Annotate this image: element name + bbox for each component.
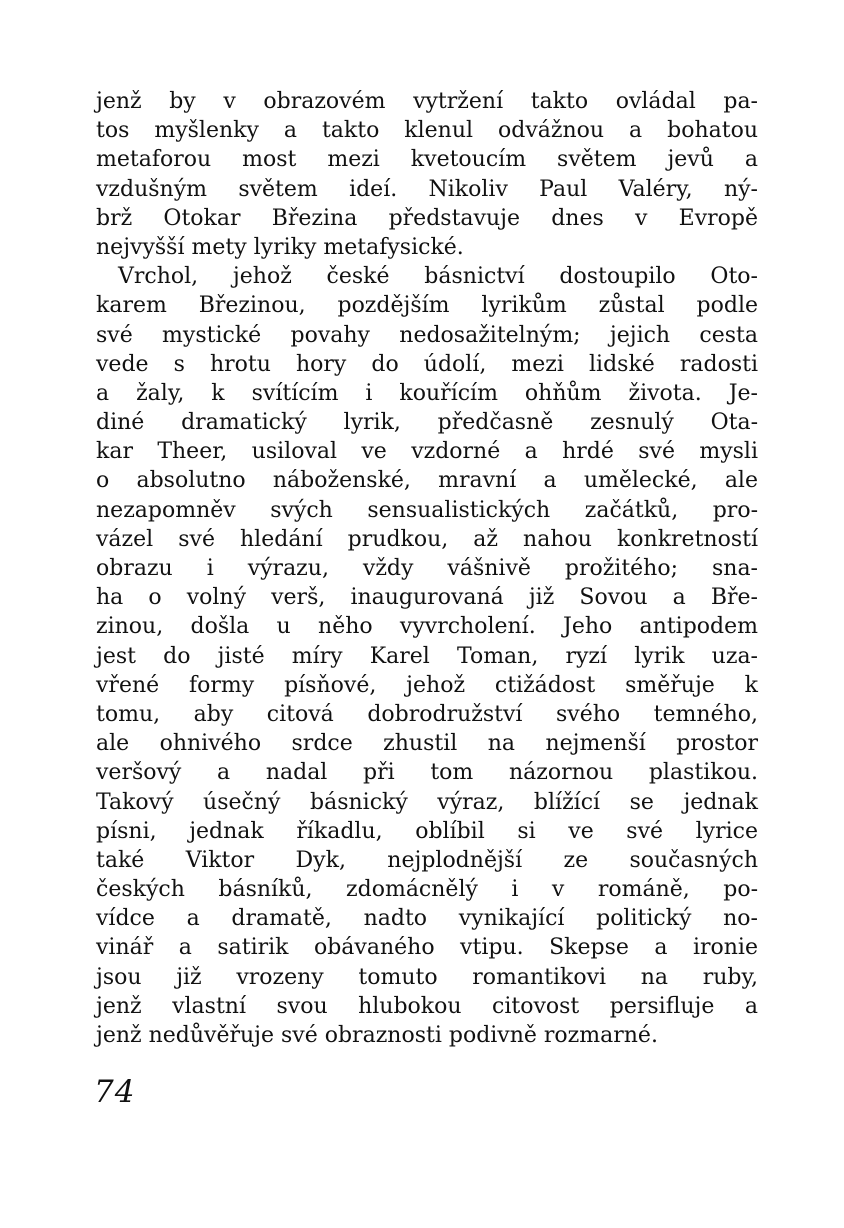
page-number: 74 xyxy=(94,1074,136,1110)
text-line: jsou již vrozeny tomuto romantikovi na ruby, xyxy=(96,964,758,990)
text-line: Takový úsečný básnický výraz, blížící se jednak xyxy=(96,789,758,815)
text-line: ale ohnivého srdce zhustil na nejmenší prostor xyxy=(96,731,758,757)
text-line: vřené formy písňové, jehož ctižádost směřuje k xyxy=(96,672,758,698)
text-line: své mystické povahy nedosažitelným; jejich cesta xyxy=(96,322,758,348)
text-line: ha o volný verš, inaugurovaná již Sovou a Bře- xyxy=(96,585,758,611)
text-line: jenž nedůvěřuje své obraznosti podivně rozmarné. xyxy=(96,1023,658,1048)
text-line: a žaly, k svítícím i kouřícím ohňům života. Je- xyxy=(96,380,758,406)
text-line: vede s hrotu hory do údolí, mezi lidské radosti xyxy=(96,351,758,377)
text-line: vázel své hledání prudkou, až nahou konkretností xyxy=(96,526,758,552)
text-line: tos myšlenky a takto klenul odvážnou a bohatou xyxy=(96,118,758,144)
text-line: Vrchol, jehož české básnictví dostoupilo Oto- xyxy=(118,264,758,290)
text-line: jenž vlastní svou hlubokou citovost persifluje a xyxy=(96,993,758,1019)
text-line: písni, jednak říkadlu, oblíbil si ve své lyrice xyxy=(96,818,758,844)
text-line: také Viktor Dyk, nejplodnější ze současných xyxy=(96,847,758,873)
text-line: vinář a satirik obávaného vtipu. Skepse a ironie xyxy=(96,935,758,961)
text-line: diné dramatický lyrik, předčasně zesnulý Ota- xyxy=(96,410,758,436)
text-line: obrazu i výrazu, vždy vášnivě prožitého; sna- xyxy=(96,556,758,581)
text-line: vzdušným světem ideí. Nikoliv Paul Valéry, ný- xyxy=(96,176,758,202)
text-line: o absolutno náboženské, mravní a umělecké, ale xyxy=(96,468,758,494)
text-line: nejvyšší mety lyriky metafysické. xyxy=(96,234,464,260)
text-line: jenž by v obrazovém vytržení takto ovládal pa- xyxy=(96,89,758,114)
text-line: nezapomněv svých sensualistických začátků, pro- xyxy=(96,497,758,523)
text-line: zinou, došla u něho vyvrcholení. Jeho antipodem xyxy=(96,614,758,640)
text-line: karem Březinou, pozdějším lyrikům zůstal podle xyxy=(96,293,758,319)
text-line: kar Theer, usiloval ve vzdorné a hrdé své mysli xyxy=(96,439,758,465)
text-line: metaforou most mezi kvetoucím světem jevů a xyxy=(96,147,758,173)
text-line: veršový a nadal při tom názornou plastikou. xyxy=(96,760,758,786)
body-text xyxy=(96,87,758,1050)
text-line: tomu, aby citová dobrodružství svého temného, xyxy=(96,701,758,727)
text-line: jest do jisté míry Karel Toman, ryzí lyrik uza- xyxy=(96,643,758,669)
text-line: brž Otokar Březina představuje dnes v Evropě xyxy=(96,205,758,231)
text-line: českých básníků, zdomácnělý i v románě, po- xyxy=(96,877,758,903)
text-line: vídce a dramatě, nadto vynikající politický no- xyxy=(96,906,758,932)
